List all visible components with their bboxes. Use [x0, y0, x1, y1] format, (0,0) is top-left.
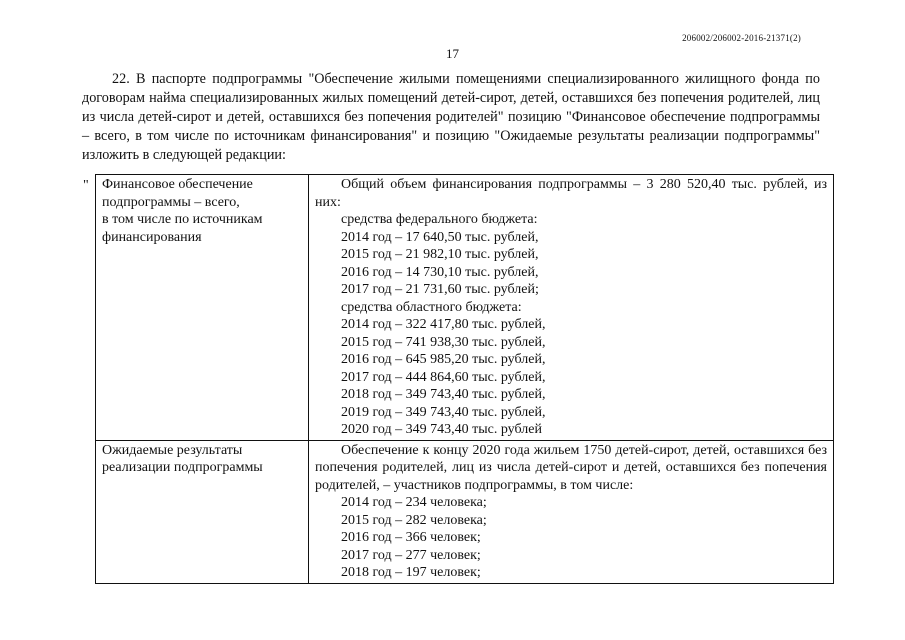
regional-year-line: 2018 год – 349 743,40 тыс. рублей, [341, 387, 546, 402]
intro-paragraph: 22. В паспорте подпрограммы "Обеспечение жилыми помещениями специализированного жилищного фонда по договорам найма специализированных жилых помещений детей-сирот, детей, оставшихся без попечения родителей, лиц из числа детей-сирот и детей, оставшихся без попечения родителей" позицию "Финансовое обеспечение подпрограммы – всего, в том числе по источникам финансирования" и позицию "Ожидаемые результаты реализации подпрограммы" изложить в следующей редакции: [82, 71, 820, 163]
federal-heading: средства федерального бюджета: [341, 212, 538, 227]
results-year-line: 2015 год – 282 человека; [341, 512, 487, 528]
regional-year-line: 2015 год – 741 938,30 тыс. рублей, [341, 334, 546, 350]
regional-year-line: 2014 год – 322 417,80 тыс. рублей, [341, 317, 546, 332]
document-id: 206002/206002-2016-21371(2) [682, 33, 801, 43]
federal-year-line: 2017 год – 21 731,60 тыс. рублей; [341, 282, 539, 297]
federal-year-line: 2015 год – 21 982,10 тыс. рублей, [341, 247, 539, 262]
results-year-line: 2018 год – 197 человек; [341, 565, 481, 580]
regional-year-line: 2019 год – 349 743,40 тыс. рублей, [341, 404, 546, 420]
financing-row [96, 175, 834, 441]
results-label-cell [96, 440, 309, 583]
regional-year-line: 2020 год – 349 743,40 тыс. рублей [341, 422, 542, 437]
regional-year-line: 2016 год – 645 985,20 тыс. рублей, [341, 352, 546, 367]
financing-label-line: подпрограммы – всего, [102, 194, 240, 210]
results-year-line: 2014 год – 234 человека; [341, 495, 487, 510]
results-year-line: 2016 год – 366 человек; [341, 530, 481, 545]
financing-label-line: Финансовое обеспечение [102, 177, 253, 192]
page-number: 17 [446, 46, 459, 61]
results-year-line: 2017 год – 277 человек; [341, 547, 481, 563]
opening-quote-mark: " [83, 178, 89, 193]
federal-year-line: 2016 год – 14 730,10 тыс. рублей, [341, 264, 539, 280]
financing-label-line: финансирования [102, 229, 202, 245]
results-summary: Обеспечение к концу 2020 года жильем 1750 детей-сирот, детей, оставшихся без попечения родителей, лиц из числа детей-сирот и детей, оставшихся без попечения родителей, – участников подпрограммы, в том числе: [315, 442, 827, 493]
federal-year-line: 2014 год – 17 640,50 тыс. рублей, [341, 229, 539, 245]
regional-year-line: 2017 год – 444 864,60 тыс. рублей, [341, 369, 546, 385]
financing-total: Общий объем финансирования подпрограммы – 3 280 520,40 тыс. рублей, из них: [315, 177, 827, 210]
passport-table [95, 174, 834, 584]
financing-value-cell [309, 175, 834, 441]
results-label-line: Ожидаемые результаты [102, 442, 243, 458]
results-label-line: реализации подпрограммы [102, 460, 263, 475]
results-row [96, 440, 834, 583]
financing-label-line: в том числе по источникам [102, 212, 263, 227]
results-value-cell [309, 440, 834, 583]
financing-label-cell [96, 175, 309, 441]
regional-heading: средства областного бюджета: [341, 299, 522, 315]
